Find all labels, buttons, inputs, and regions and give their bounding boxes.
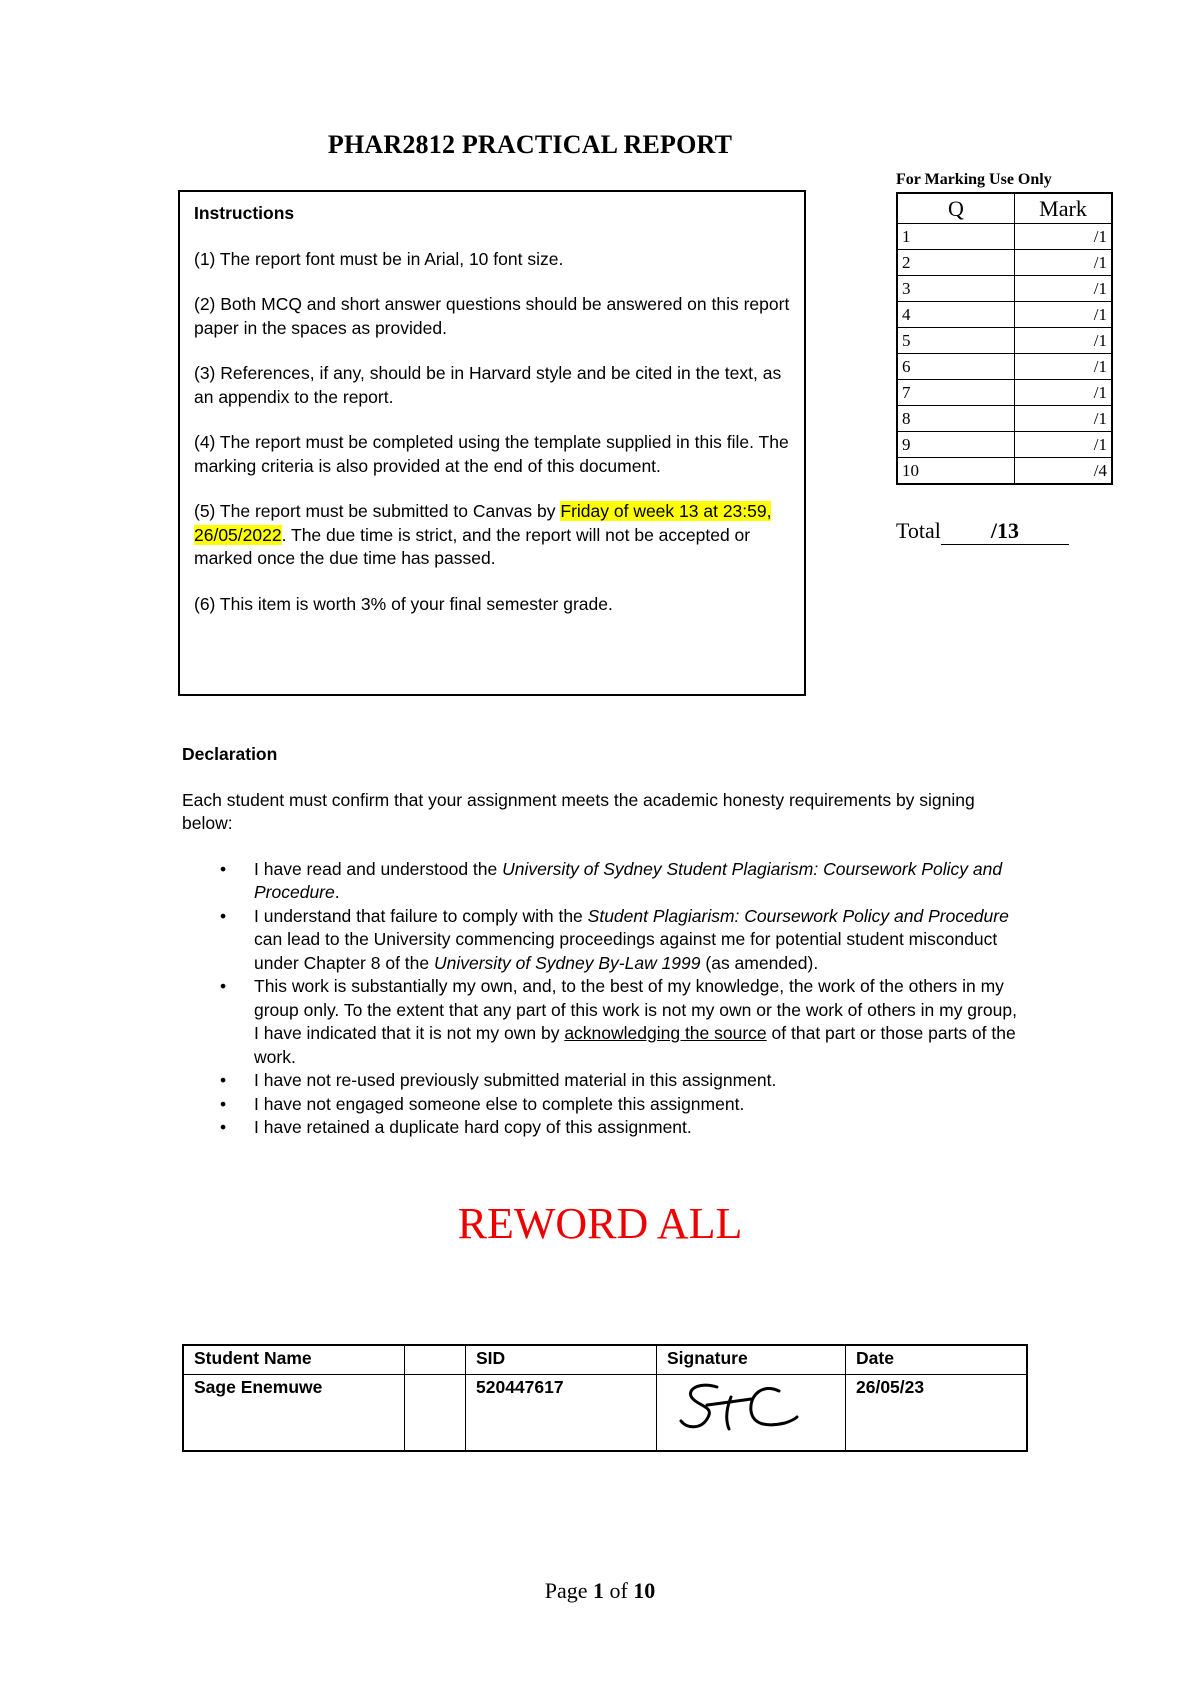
- header-signature: Signature: [657, 1345, 846, 1375]
- instruction-item-5-rest: . The due time is strict, and the report will not be accepted or marked once the due time has passed.: [194, 524, 751, 568]
- total-line: [896, 518, 1069, 545]
- instruction-item-4: (4) The report must be completed using the template supplied in this file. The marking criteria is also provided at the end of this document.: [194, 432, 789, 476]
- page-title: PHAR2812 PRACTICAL REPORT: [327, 130, 733, 159]
- table-row: [897, 302, 1112, 328]
- declaration-section: [182, 743, 1022, 1140]
- blank-cell: [405, 1375, 466, 1452]
- instructions-heading: Instructions: [194, 203, 295, 223]
- marking-q: 6: [897, 354, 1015, 380]
- declaration-intro: Each student must confirm that your assignment meets the academic honesty requirements by signing below:: [182, 789, 975, 833]
- table-row: [897, 250, 1112, 276]
- marking-q: 7: [897, 380, 1015, 406]
- bullet-icon: •: [220, 1070, 227, 1090]
- instruction-item-6: (6) This item is worth 3% of your final semester grade.: [194, 593, 613, 614]
- declaration-text: I have read and understood the: [254, 858, 503, 879]
- table-row: [897, 432, 1112, 458]
- table-row: [897, 380, 1112, 406]
- instruction-item-2: (2) Both MCQ and short answer questions should be answered on this report paper in the spaces as provided.: [194, 294, 790, 338]
- marking-mark: /1: [1015, 302, 1113, 328]
- table-row: [897, 328, 1112, 354]
- bullet-icon: •: [220, 1117, 227, 1137]
- list-item: [220, 1069, 1022, 1093]
- marking-mark: /1: [1015, 432, 1113, 458]
- table-row: [897, 276, 1112, 302]
- total-value: /13: [941, 518, 1069, 545]
- header-student-name: Student Name: [183, 1345, 405, 1375]
- total-pages: 10: [633, 1578, 656, 1603]
- reword-annotation: REWORD ALL: [457, 1199, 743, 1248]
- declaration-heading: Declaration: [182, 744, 278, 764]
- declaration-list: [182, 858, 1022, 1140]
- declaration-text: can lead to the University commencing proceedings against me for potential student misconduct under Chapter 8 of the: [254, 929, 998, 973]
- table-row: [183, 1375, 1027, 1452]
- total-label: Total: [896, 518, 941, 543]
- of-word: of: [609, 1578, 628, 1603]
- page-number: 1: [592, 1578, 604, 1603]
- marking-mark: /1: [1015, 224, 1113, 250]
- instruction-item-3: (3) References, if any, should be in Harvard style and be cited in the text, as an appendix to the report.: [194, 363, 782, 407]
- bullet-icon: •: [220, 976, 227, 996]
- table-row: [897, 224, 1112, 250]
- marking-q: 3: [897, 276, 1015, 302]
- declaration-text: I understand that failure to comply with the: [254, 905, 588, 926]
- list-item: [220, 905, 1022, 976]
- marking-header-mark: Mark: [1015, 193, 1113, 224]
- list-item: [220, 1093, 1022, 1117]
- bullet-icon: •: [220, 1093, 227, 1114]
- table-row: [897, 354, 1112, 380]
- instruction-item-1: (1) The report font must be in Arial, 10 font size.: [194, 248, 564, 269]
- date-value: 26/05/23: [846, 1375, 1028, 1452]
- bullet-icon: •: [220, 858, 227, 879]
- marking-mark: /1: [1015, 328, 1113, 354]
- declaration-italic: Student Plagiarism: Coursework Policy and Procedure: [587, 905, 1009, 926]
- instructions-box: [178, 190, 806, 696]
- marking-mark: /1: [1015, 380, 1113, 406]
- marking-q: 9: [897, 432, 1015, 458]
- marking-q: 2: [897, 250, 1015, 276]
- due-date-highlight: Friday of week 13 at 23:59, 26/05/2022: [194, 501, 772, 545]
- header-sid: SID: [466, 1345, 657, 1375]
- signature-cell: [657, 1375, 846, 1452]
- page-word: Page: [544, 1578, 588, 1603]
- list-item: [220, 1116, 1022, 1140]
- marking-q: 1: [897, 224, 1015, 250]
- table-row: [897, 458, 1112, 485]
- list-item: [220, 975, 1022, 1069]
- marking-q: 10: [897, 458, 1015, 485]
- instruction-item-5: [194, 500, 790, 571]
- header-date: Date: [846, 1345, 1028, 1375]
- declaration-text: of that part or those parts of the work.: [254, 1023, 1016, 1067]
- declaration-text: (as amended).: [700, 952, 819, 973]
- table-row: [897, 406, 1112, 432]
- marking-header-q: Q: [897, 193, 1015, 224]
- list-item: [220, 858, 1022, 905]
- marking-mark: /1: [1015, 406, 1113, 432]
- declaration-text: I have not re-used previously submitted material in this assignment.: [254, 1070, 777, 1090]
- page-footer: [0, 1578, 1200, 1604]
- header-blank: [405, 1345, 466, 1375]
- marking-q: 4: [897, 302, 1015, 328]
- marking-header-row: [897, 193, 1112, 224]
- marking-mark: /1: [1015, 276, 1113, 302]
- marking-label: For Marking Use Only: [896, 171, 1052, 188]
- student-name: Sage Enemuwe: [183, 1375, 405, 1452]
- marking-table: [896, 192, 1113, 485]
- declaration-underline: acknowledging the source: [564, 1023, 767, 1043]
- marking-mark: /1: [1015, 354, 1113, 380]
- declaration-text: I have retained a duplicate hard copy of this assignment.: [254, 1117, 692, 1137]
- marking-mark: /4: [1015, 458, 1113, 485]
- declaration-italic: University of Sydney By-Law 1999: [433, 952, 701, 973]
- marking-mark: /1: [1015, 250, 1113, 276]
- student-sid: 520447617: [466, 1375, 657, 1452]
- bullet-icon: •: [220, 905, 227, 926]
- instruction-item-5-text: (5) The report must be submitted to Canvas by: [194, 501, 561, 521]
- declaration-italic: University of Sydney Student Plagiarism: Coursework Policy and Procedure: [254, 858, 1003, 902]
- marking-q: 8: [897, 406, 1015, 432]
- student-table: [182, 1344, 1028, 1452]
- table-row: [183, 1345, 1027, 1375]
- marking-q: 5: [897, 328, 1015, 354]
- signature-image: [667, 1377, 817, 1443]
- declaration-text: This work is substantially my own, and, to the best of my knowledge, the work of the others in my group only. To the extent that any part of this work is not my own or the work of others in my group, I have indicated that it is not my own by: [254, 976, 1017, 1043]
- declaration-text: .: [334, 882, 340, 902]
- declaration-text: I have not engaged someone else to complete this assignment.: [254, 1093, 745, 1114]
